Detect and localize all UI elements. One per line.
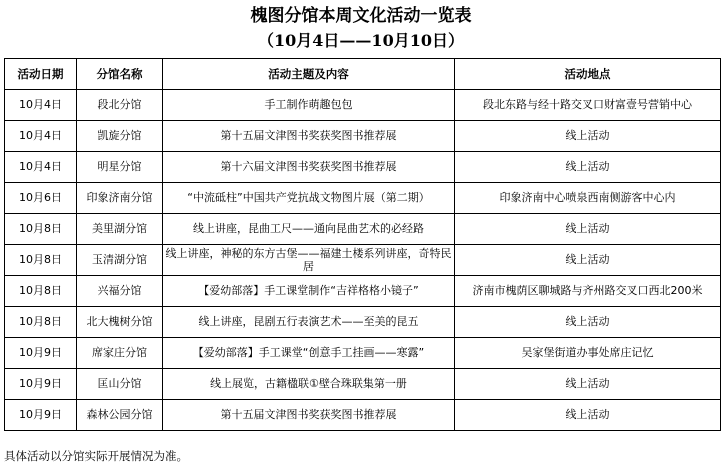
cell-location: 线上活动 [455,400,721,431]
cell-branch: 北大槐树分馆 [77,307,163,338]
activity-table [4,58,721,431]
cell-location: 线上活动 [455,369,721,400]
column-header-location: 活动地点 [455,59,721,90]
cell-topic: 手工制作萌趣包包 [163,90,455,121]
cell-topic: 【爱幼部落】手工课堂制作“吉祥格格小镜子” [163,276,455,307]
cell-topic: 第十五届文津图书奖获奖图书推荐展 [163,400,455,431]
cell-topic: 线上讲座，昆曲工尺——通向昆曲艺术的必经路 [163,214,455,245]
cell-topic: 线上讲座，昆剧五行表演艺术——至美的昆五 [163,307,455,338]
date-range-subtitle: （10月4日——10月10日） [258,31,464,50]
cell-branch: 席家庄分馆 [77,338,163,369]
cell-date: 10月9日 [5,338,77,369]
cell-topic: 第十六届文津图书奖获奖图书推荐展 [163,152,455,183]
cell-location: 段北东路与经十路交叉口财富壹号营销中心 [455,90,721,121]
table-row [5,214,721,245]
cell-branch: 兴福分馆 [77,276,163,307]
cell-location: 线上活动 [455,307,721,338]
cell-topic: “中流砥柱”中国共产党抗战文物图片展（第二期） [163,183,455,214]
cell-location: 线上活动 [455,121,721,152]
table-row [5,307,721,338]
cell-date: 10月8日 [5,307,77,338]
page-title: 槐图分馆本周文化活动一览表 [250,6,472,26]
cell-date: 10月4日 [5,152,77,183]
cell-branch: 玉清湖分馆 [77,245,163,276]
cell-topic: 第十五届文津图书奖获奖图书推荐展 [163,121,455,152]
cell-branch: 明星分馆 [77,152,163,183]
cell-topic: 线上展览，古籍楹联①壁合珠联集第一册 [163,369,455,400]
cell-location: 线上活动 [455,152,721,183]
table-row [5,245,721,276]
table-row [5,121,721,152]
table-row [5,276,721,307]
cell-branch: 森林公园分馆 [77,400,163,431]
cell-location: 吴家堡街道办事处席庄记忆 [455,338,721,369]
column-header-branch: 分馆名称 [77,59,163,90]
cell-location: 济南市槐荫区聊城路与齐州路交叉口西北200米 [455,276,721,307]
table-row [5,400,721,431]
column-header-date: 活动日期 [5,59,77,90]
cell-topic: 【爱幼部落】手工课堂“创意手工挂画——寒露” [163,338,455,369]
cell-date: 10月4日 [5,90,77,121]
cell-topic: 线上讲座，神秘的东方古堡——福建土楼系列讲座，奇特民居 [163,245,455,276]
cell-location: 线上活动 [455,214,721,245]
table-row [5,369,721,400]
cell-location: 印象济南中心喷泉西南侧游客中心内 [455,183,721,214]
cell-branch: 段北分馆 [77,90,163,121]
table-row [5,152,721,183]
cell-date: 10月4日 [5,121,77,152]
table-row [5,90,721,121]
table-row [5,183,721,214]
cell-branch: 凯旋分馆 [77,121,163,152]
cell-date: 10月8日 [5,245,77,276]
table-header-row [5,59,721,90]
column-header-topic: 活动主题及内容 [163,59,455,90]
cell-date: 10月8日 [5,276,77,307]
cell-date: 10月8日 [5,214,77,245]
cell-date: 10月9日 [5,400,77,431]
footnote: 具体活动以分馆实际开展情况为准。 [4,449,188,463]
cell-branch: 印象济南分馆 [77,183,163,214]
cell-date: 10月9日 [5,369,77,400]
cell-branch: 匡山分馆 [77,369,163,400]
table-row [5,338,721,369]
cell-branch: 美里湖分馆 [77,214,163,245]
cell-location: 线上活动 [455,245,721,276]
cell-date: 10月6日 [5,183,77,214]
